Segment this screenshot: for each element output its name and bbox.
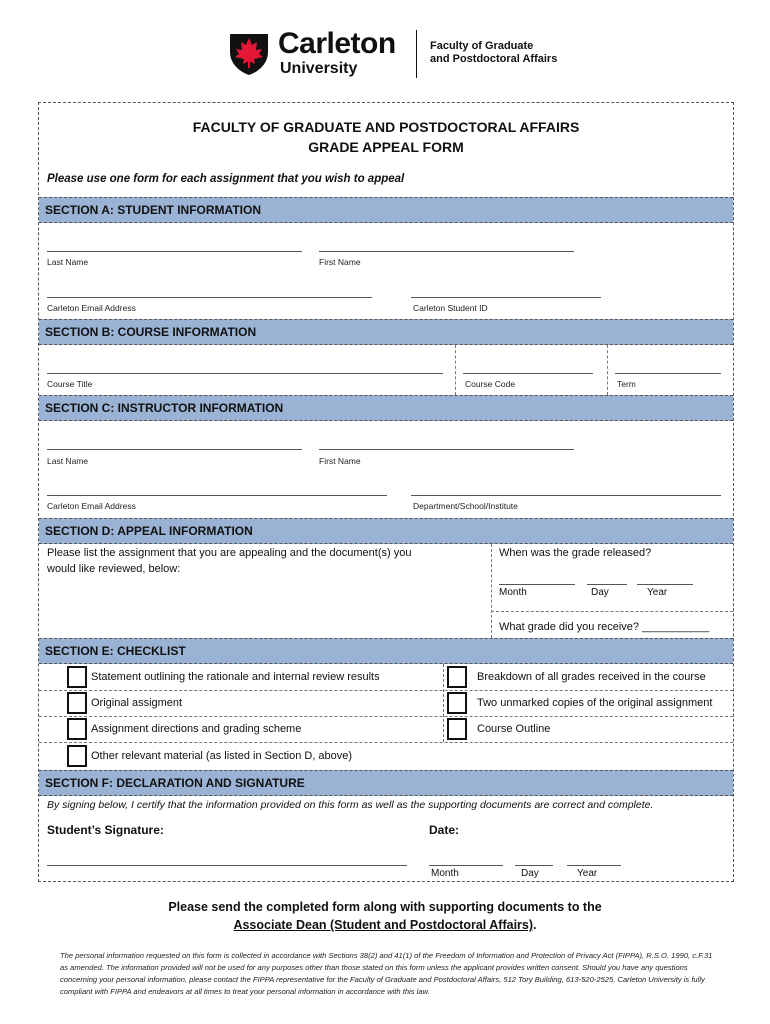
checklist-row-divider-2 xyxy=(39,716,733,717)
section-e-heading: SECTION E: CHECKLIST xyxy=(39,638,733,664)
checklist-item-course-outline: Course Outline xyxy=(477,723,551,735)
assignment-list-prompt[interactable] xyxy=(47,545,411,577)
course-title-field[interactable] xyxy=(47,373,443,374)
grade-received-question[interactable]: What grade did you receive? ___________ xyxy=(499,621,710,633)
page-header xyxy=(0,18,770,88)
form-title-line1: FACULTY OF GRADUATE AND POSTDOCTORAL AFFAIRS xyxy=(192,119,580,135)
submission-period: . xyxy=(533,918,537,932)
student-id-field[interactable] xyxy=(411,297,601,298)
checklist-divider xyxy=(443,664,444,742)
faculty-line2: and Postdoctoral Affairs xyxy=(430,53,558,65)
instructor-last-name-field[interactable] xyxy=(47,449,302,450)
checklist-item-original-assignment: Original assigment xyxy=(91,697,183,709)
associate-dean-link[interactable]: Associate Dean (Student and Postdoctoral Affairs) xyxy=(233,918,534,932)
department-label: Department/School/Institute xyxy=(413,501,518,511)
course-title-label: Course Title xyxy=(47,379,93,389)
student-last-name-label: Last Name xyxy=(47,257,89,267)
grade-released-question: When was the grade released? xyxy=(499,547,652,559)
grade-appeal-form xyxy=(38,102,734,882)
section-d-heading: SECTION D: APPEAL INFORMATION xyxy=(39,518,733,544)
logo-wordmark: Carleton xyxy=(278,27,396,60)
checklist-row-divider-3 xyxy=(39,742,733,743)
logo-subword: University xyxy=(280,60,358,77)
sign-day-label: Day xyxy=(521,868,539,879)
form-intro: Please use one form for each assignment that you wish to appeal xyxy=(47,173,405,185)
submission-line2 xyxy=(0,916,770,934)
assignment-list-prompt-line2: would like reviewed, below: xyxy=(47,563,181,575)
instructor-last-name-label: Last Name xyxy=(47,456,89,466)
form-title xyxy=(39,117,733,157)
section-a-heading: SECTION A: STUDENT INFORMATION xyxy=(39,197,733,223)
instructor-first-name-label: First Name xyxy=(319,456,361,466)
checklist-item-rationale: Statement outlining the rationale and internal review results xyxy=(91,671,380,683)
course-code-label: Course Code xyxy=(465,379,516,389)
checkbox-other-material[interactable] xyxy=(67,745,87,767)
release-year-label: Year xyxy=(647,587,668,598)
logo-divider xyxy=(416,30,417,78)
course-divider-1 xyxy=(455,345,456,395)
checkbox-unmarked-copies[interactable] xyxy=(447,692,467,714)
release-month-label: Month xyxy=(499,587,527,598)
checkbox-grade-breakdown[interactable] xyxy=(447,666,467,688)
assignment-list-prompt-line1: Please list the assignment that you are appealing and the document(s) you xyxy=(47,547,412,559)
term-label: Term xyxy=(617,379,636,389)
checkbox-rationale[interactable] xyxy=(67,666,87,688)
maple-leaf-shield-icon xyxy=(226,30,272,76)
signature-field[interactable] xyxy=(47,865,407,866)
instructor-first-name-field[interactable] xyxy=(319,449,574,450)
sign-year-label: Year xyxy=(577,868,598,879)
checkbox-course-outline[interactable] xyxy=(447,718,467,740)
course-code-field[interactable] xyxy=(463,373,593,374)
grade-divider xyxy=(491,611,733,612)
submission-instructions xyxy=(0,898,770,934)
faculty-name xyxy=(430,40,557,66)
privacy-notice: The personal information requested on this form is collected in accordance with Sections 38(2) and 41(1) of the Freedom of Information and Protection of Privacy Act (FIPPA), R.S.O. 1990, c.F.31 as amended. The information provided will not be used for any purposes other than those stated on this form unless the applicant provides written consent. Should you have any questions concerning your personal information, please contact the FIPPA representative for the Faculty of Graduate and Postdoctoral Affairs, 512 Tory Building, 613-520-2525. Carleton University is fully compliant with FIPPA and endeavors at all times to treat your personal information in accordance with this law. xyxy=(60,951,713,996)
student-email-label: Carleton Email Address xyxy=(47,303,136,313)
section-c-heading: SECTION C: INSTRUCTOR INFORMATION xyxy=(39,395,733,421)
student-first-name-label: First Name xyxy=(319,257,361,267)
checklist-item-grade-breakdown: Breakdown of all grades received in the course xyxy=(477,671,706,683)
student-id-label: Carleton Student ID xyxy=(413,303,488,313)
checklist-item-other-material: Other relevant material (as listed in Section D, above) xyxy=(91,750,353,762)
form-title-line2: GRADE APPEAL FORM xyxy=(308,139,464,155)
course-divider-2 xyxy=(607,345,608,395)
checklist-row-divider-1 xyxy=(39,690,733,691)
submission-line1: Please send the completed form along with supporting documents to the xyxy=(168,900,602,914)
checkbox-directions[interactable] xyxy=(67,718,87,740)
department-field[interactable] xyxy=(411,495,721,496)
sign-month-label: Month xyxy=(431,868,459,879)
student-last-name-field[interactable] xyxy=(47,251,302,252)
student-email-field[interactable] xyxy=(47,297,372,298)
date-label: Date: xyxy=(429,823,460,837)
appeal-divider xyxy=(491,544,492,638)
signature-label: Student’s Signature: xyxy=(47,823,164,837)
checkbox-original-assignment[interactable] xyxy=(67,692,87,714)
faculty-line1: Faculty of Graduate xyxy=(430,40,534,52)
instructor-email-field[interactable] xyxy=(47,495,387,496)
term-field[interactable] xyxy=(615,373,721,374)
checklist-item-directions: Assignment directions and grading scheme xyxy=(91,723,302,735)
checklist-item-unmarked-copies: Two unmarked copies of the original assignment xyxy=(477,697,713,709)
declaration-text: By signing below, I certify that the information provided on this form as well as the supporting documents are correct and complete. xyxy=(47,799,654,811)
instructor-email-label: Carleton Email Address xyxy=(47,501,136,511)
student-first-name-field[interactable] xyxy=(319,251,574,252)
section-f-heading: SECTION F: DECLARATION AND SIGNATURE xyxy=(39,770,733,796)
section-b-heading: SECTION B: COURSE INFORMATION xyxy=(39,319,733,345)
release-day-label: Day xyxy=(591,587,609,598)
